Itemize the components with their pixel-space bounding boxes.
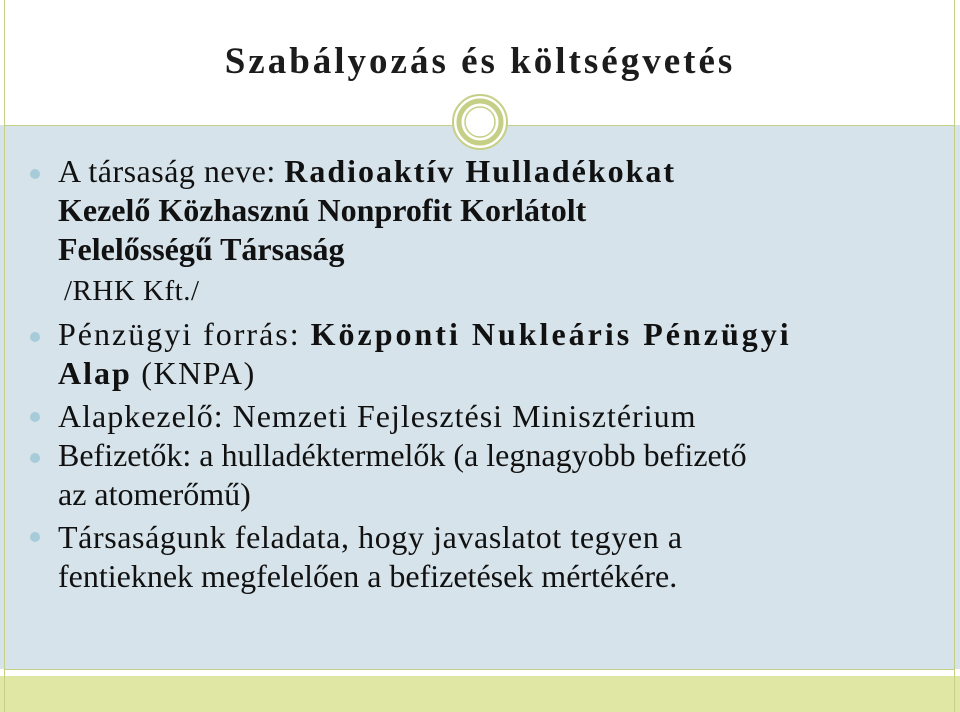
slide-title: Szabályozás és költségvetés (224, 41, 736, 82)
payers-line1: Befizetők: a hulladéktermelők (a legnagyobb befizető (58, 437, 747, 473)
bullet-funding-source (0, 315, 960, 393)
fund-manager-name: Nemzeti Fejlesztési Minisztérium (232, 398, 697, 434)
bullet-dot-icon (30, 412, 40, 422)
company-task-line1: Társaságunk feladata, hogy javaslatot tegyen a (58, 519, 683, 555)
bullet-dot-icon (30, 532, 40, 542)
company-task-line2: fentieknek megfelelően a befizetések mértékére. (58, 558, 678, 594)
bullet-label: Pénzügyi forrás: (58, 316, 311, 352)
company-abbreviation: /RHK Kft./ (64, 275, 200, 307)
bullet-payers (0, 436, 960, 514)
bullet-company-task (0, 518, 960, 596)
payers-line2: az atomerőmű) (58, 476, 251, 512)
bullet-company-name (0, 152, 960, 269)
bullet-dot-icon (30, 332, 40, 342)
funding-source-name: Központi Nukleáris Pénzügyi (310, 316, 792, 352)
bullet-fund-manager (0, 397, 960, 436)
bullet-label: A társaság neve: (58, 153, 285, 189)
bullet-dot-icon (30, 169, 40, 179)
footer-divider-line (4, 669, 955, 670)
company-name-part1: Radioaktív Hulladékokat (284, 153, 677, 189)
footer-bar (0, 676, 960, 712)
funding-source-abbreviation: (KNPA) (131, 355, 256, 391)
bullet-list (0, 152, 960, 596)
company-name-part2: Kezelő Közhasznú Nonprofit Korlátolt (58, 192, 587, 228)
funding-source-name-end: Alap (58, 355, 132, 391)
bullet-dot-icon (30, 453, 40, 463)
company-name-part3: Felelősségű Társaság (58, 231, 345, 267)
circle-ornament-icon (451, 93, 509, 151)
bullet-label: Alapkezelő: (58, 398, 233, 434)
